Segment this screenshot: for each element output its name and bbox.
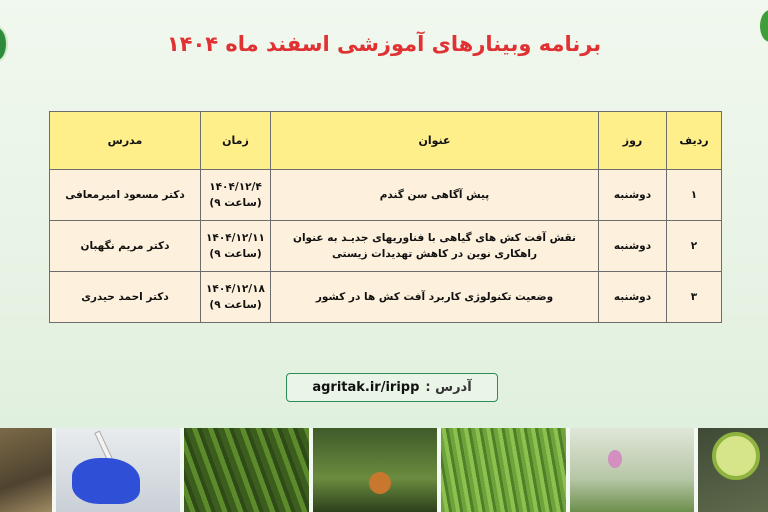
row-time xyxy=(201,272,271,323)
photo-leaves-image xyxy=(184,428,308,512)
webinar-schedule-table xyxy=(49,111,722,323)
table-row xyxy=(50,170,722,221)
address-label: آدرس : xyxy=(425,380,472,395)
row-hour: (ساعت ۹) xyxy=(209,299,262,311)
blue-glove-icon xyxy=(72,458,140,504)
row-instructor: دکتر مریم نگهبان xyxy=(50,221,201,272)
lemon-icon xyxy=(712,432,760,480)
photo-sampling-image xyxy=(313,428,437,512)
row-subject: پیش آگاهی سن گندم xyxy=(271,170,599,221)
header-time: زمان xyxy=(201,112,271,170)
table-row xyxy=(50,221,722,272)
photo-strip xyxy=(0,428,768,512)
table-header-row xyxy=(50,112,722,170)
row-subject: وضعیت تکنولوژی کاربرد آفت کش ها در کشور xyxy=(271,272,599,323)
header-subject: عنوان xyxy=(271,112,599,170)
header-day: روز xyxy=(599,112,667,170)
row-index: ۲ xyxy=(667,221,722,272)
row-time xyxy=(201,170,271,221)
row-date: ۱۴۰۴/۱۲/۱۱ xyxy=(206,231,265,244)
row-date: ۱۴۰۴/۱۲/۱۸ xyxy=(206,282,265,295)
photo-wheat-field-image xyxy=(441,428,565,512)
address-link[interactable]: agritak.ir/iripp xyxy=(312,380,420,395)
row-day: دوشنبه xyxy=(599,221,667,272)
header-index: ردیف xyxy=(667,112,722,170)
flower-icon xyxy=(608,450,622,468)
row-day: دوشنبه xyxy=(599,272,667,323)
row-hour: (ساعت ۹) xyxy=(209,197,262,209)
row-time xyxy=(201,221,271,272)
row-date: ۱۴۰۴/۱۲/۴ xyxy=(209,180,262,193)
table-row xyxy=(50,272,722,323)
photo-lab-glove-image xyxy=(56,428,180,512)
row-instructor: دکتر مسعود امیرمعافی xyxy=(50,170,201,221)
address-box xyxy=(286,373,498,402)
row-instructor: دکتر احمد حیدری xyxy=(50,272,201,323)
photo-soil-image xyxy=(0,428,52,512)
photo-lemon-image xyxy=(698,428,768,512)
row-hour: (ساعت ۹) xyxy=(209,248,262,260)
row-index: ۳ xyxy=(667,272,722,323)
photo-flower-image xyxy=(570,428,694,512)
page-title: برنامه وبینارهای آموزشی اسفند ماه ۱۴۰۴ xyxy=(166,32,602,56)
fruit-icon xyxy=(369,472,391,494)
row-index: ۱ xyxy=(667,170,722,221)
header-instructor: مدرس xyxy=(50,112,201,170)
row-day: دوشنبه xyxy=(599,170,667,221)
row-subject: نقش آفت کش های گیاهی با فناوریهای جدیـد به عنوان راهکاری نوین در کاهش تهدیدات زیستی xyxy=(271,221,599,272)
